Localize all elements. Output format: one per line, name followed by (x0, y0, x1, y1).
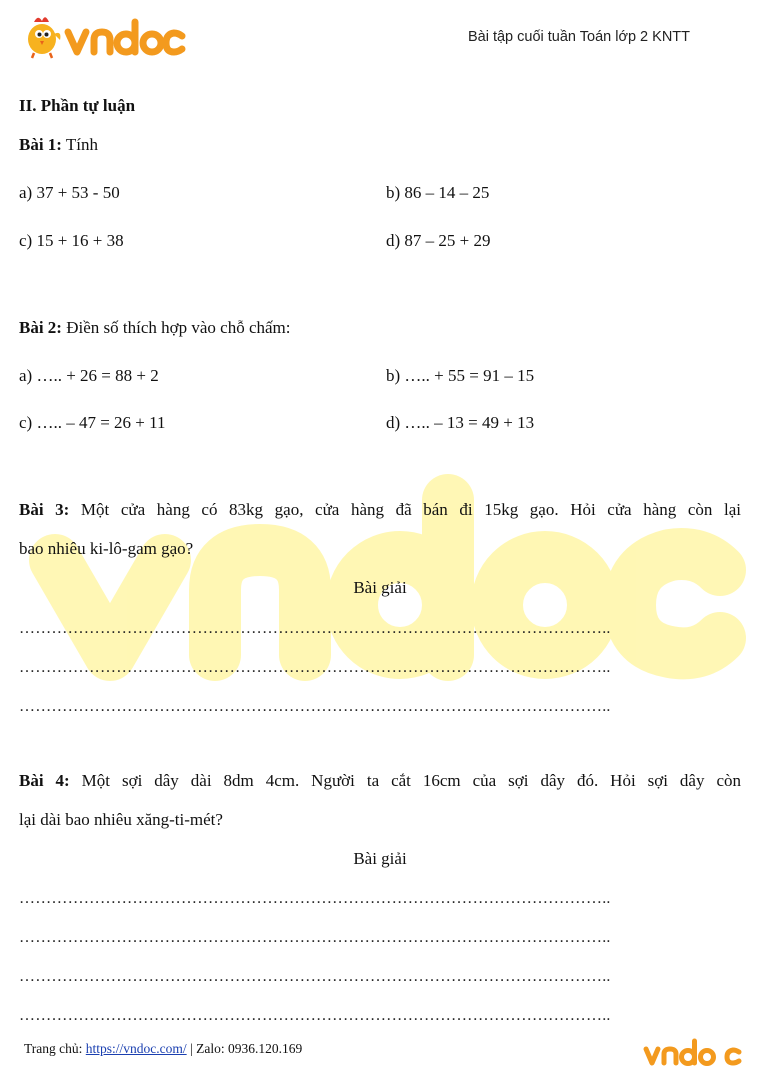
bai1-item-a: a) 37 + 53 - 50 (19, 183, 120, 202)
bai2-prompt: Điền số thích hợp vào chỗ chấm: (61, 318, 291, 337)
page-header (0, 0, 770, 70)
bai1-prompt: Tính (61, 135, 99, 154)
bai4-answer-line-2[interactable]: ……………………………………………………………………………………………….. (19, 929, 611, 946)
bai3-label: Bài 3: (19, 500, 70, 519)
bai3-question-line2: bao nhiêu ki-lô-gam gạo? (19, 539, 194, 558)
bai4-answer-line-4[interactable]: ……………………………………………………………………………………………….. (19, 1007, 611, 1024)
bai2-item-d: d) ….. – 13 = 49 + 13 (386, 413, 535, 432)
bai1-item-c: c) 15 + 16 + 38 (19, 231, 124, 250)
bai1-heading (19, 135, 98, 155)
page-footer (24, 1041, 302, 1057)
bai3-answer-line-3[interactable]: ……………………………………………………………………………………………….. (19, 698, 611, 715)
bai4-solution-label: Bài giải (353, 849, 407, 868)
vndoc-footer-logo[interactable] (642, 1037, 744, 1069)
bai2-label: Bài 2: (19, 318, 62, 337)
bai3-answer-line-2[interactable]: ……………………………………………………………………………………………….. (19, 659, 611, 676)
bai1-item-d: d) 87 – 25 + 29 (386, 231, 491, 250)
bai2-item-a: a) ….. + 26 = 88 + 2 (19, 366, 159, 385)
bai2-item-b: b) ….. + 55 = 91 – 15 (386, 366, 535, 385)
bai4-label: Bài 4: (19, 771, 70, 790)
bai4-answer-line-3[interactable]: ……………………………………………………………………………………………….. (19, 968, 611, 985)
chick-mascot-icon (28, 17, 60, 58)
vndoc-logo[interactable] (22, 12, 187, 60)
document-title: Bài tập cuối tuần Toán lớp 2 KNTT (467, 29, 690, 45)
bai4-question-line1 (19, 771, 741, 791)
homepage-link[interactable]: https://vndoc.com/ (85, 1041, 187, 1056)
bai1-item-b: b) 86 – 14 – 25 (386, 183, 490, 202)
bai4-text-line1: Một sợi dây dài 8dm 4cm. Người ta cắt 16cm của sợi dây đó. Hỏi sợi dây còn (69, 771, 741, 790)
footer-contact: | Zalo: 0936.120.169 (186, 1041, 303, 1056)
bai2-item-c: c) ….. – 47 = 26 + 11 (19, 413, 166, 432)
bai2-heading (19, 318, 291, 338)
bai4-answer-line-1[interactable]: ……………………………………………………………………………………………….. (19, 890, 611, 907)
section-title: II. Phần tự luận (19, 96, 136, 115)
bai3-text-line1: Một cửa hàng có 83kg gạo, cửa hàng đã bán đi 15kg gạo. Hỏi cửa hàng còn lại (69, 500, 741, 519)
footer-prefix: Trang chủ: (24, 1041, 86, 1056)
bai3-answer-line-1[interactable]: ……………………………………………………………………………………………….. (19, 620, 611, 637)
bai3-question-line1 (19, 500, 741, 520)
bai1-label: Bài 1: (19, 135, 62, 154)
bai4-question-line2: lại dài bao nhiêu xăng-ti-mét? (19, 810, 223, 829)
bai3-solution-label: Bài giải (353, 578, 407, 597)
